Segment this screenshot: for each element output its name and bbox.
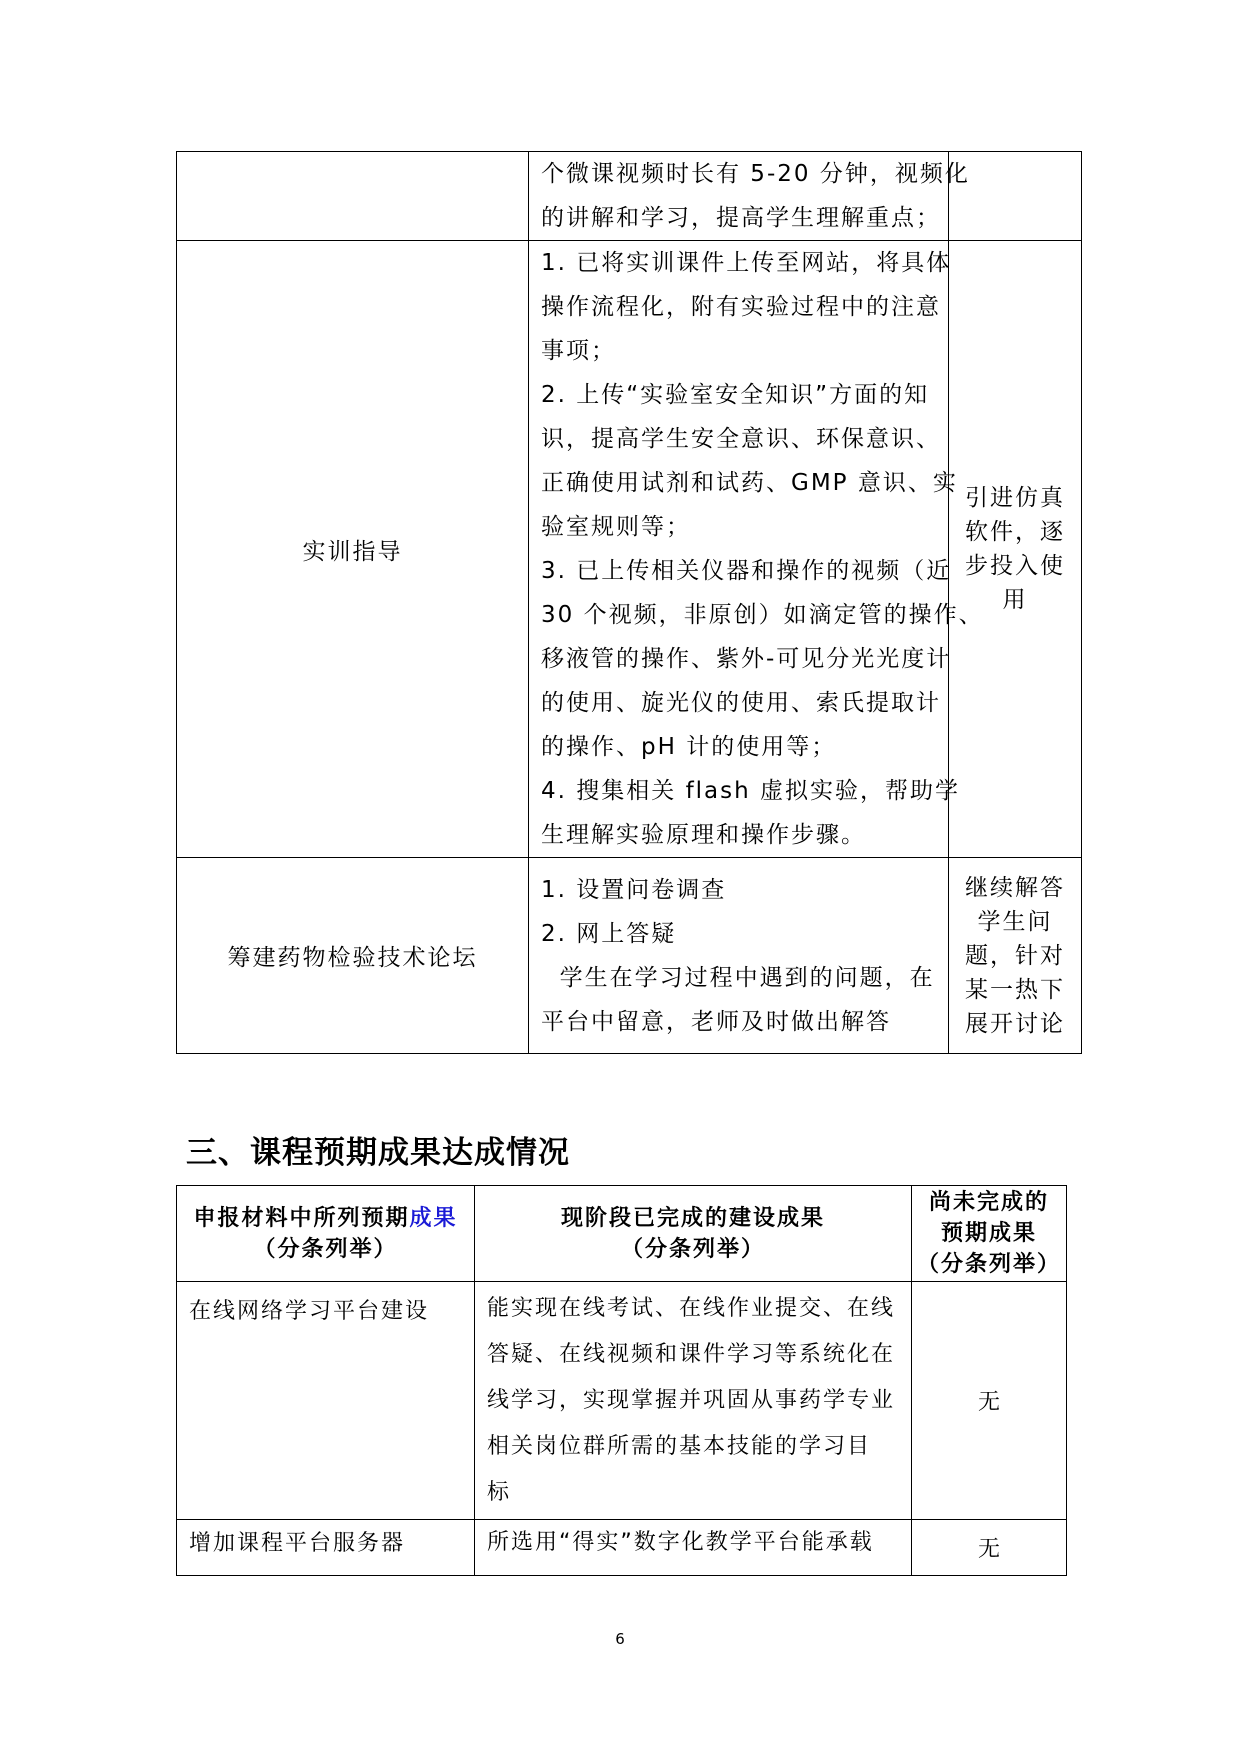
note-line: 展开讨论 bbox=[965, 1010, 1065, 1037]
text-line: 2. 网上答疑 bbox=[541, 920, 677, 947]
content-cell bbox=[529, 152, 970, 241]
text-line: 3. 已上传相关仪器和操作的视频（近 bbox=[541, 558, 952, 584]
text-line: 识，提高学生安全意识、环保意识、 bbox=[541, 426, 941, 452]
note-lines bbox=[949, 481, 1081, 617]
note-line: 题，针对 bbox=[965, 942, 1065, 969]
note-cell bbox=[949, 858, 1082, 1054]
content-lines bbox=[529, 241, 984, 857]
section-heading: 三、课程预期成果达成情况 bbox=[186, 1135, 570, 1171]
expected-cell bbox=[177, 1520, 475, 1576]
header-subtext: （分条列举） bbox=[620, 1236, 765, 1262]
content-cell bbox=[529, 241, 984, 858]
header-subtext: （分条列举） bbox=[253, 1236, 398, 1262]
note-line: 软件，逐 bbox=[965, 519, 1065, 545]
header-text: 尚未完成的 bbox=[928, 1190, 1049, 1215]
header-subtext: （分条列举） bbox=[916, 1252, 1061, 1277]
text-line: 的操作、pH 计的使用等； bbox=[541, 734, 837, 760]
expected-text: 增加课程平台服务器 bbox=[189, 1531, 406, 1556]
text-line: 线学习，实现掌握并巩固从事药学专业 bbox=[487, 1388, 896, 1413]
activities-table bbox=[176, 151, 1082, 1054]
text-line: 相关岗位群所需的基本技能的学习目 bbox=[487, 1434, 872, 1459]
content-cell bbox=[529, 858, 949, 1054]
text-line: 个微课视频时长有 5-20 分钟，视频化 bbox=[541, 161, 970, 187]
table-header-row bbox=[177, 1186, 1067, 1282]
pending-cell: 无 bbox=[912, 1520, 1067, 1576]
text-line: 学生在学习过程中遇到的问题，在 bbox=[541, 964, 935, 991]
text-line: 正确使用试剂和试药、GMP 意识、实 bbox=[541, 470, 958, 496]
note-line: 学生问 bbox=[977, 908, 1053, 935]
text-line: 能实现在线考试、在线作业提交、在线 bbox=[487, 1296, 896, 1321]
header-link-text: 成果 bbox=[409, 1205, 458, 1231]
text-line: 验室规则等； bbox=[541, 514, 691, 540]
table-row bbox=[177, 1520, 1067, 1576]
note-cell bbox=[949, 241, 1082, 858]
row-label-training: 实训指导 bbox=[177, 241, 529, 858]
text-line: 2. 上传“实验室安全知识”方面的知 bbox=[541, 382, 930, 408]
completed-cell bbox=[475, 1282, 912, 1520]
note-line: 某一热下 bbox=[965, 976, 1065, 1003]
text-line: 1. 已将实训课件上传至网站，将具体 bbox=[541, 250, 952, 276]
text-line: 标 bbox=[487, 1480, 512, 1505]
text-line: 1. 设置问卷调查 bbox=[541, 876, 727, 903]
header-completed bbox=[475, 1186, 912, 1282]
note-line: 引进仿真 bbox=[965, 485, 1065, 511]
text-line: 移液管的操作、紫外-可见分光光度计 bbox=[541, 646, 952, 672]
text-line: 平台中留意，老师及时做出解答 bbox=[541, 1008, 891, 1035]
outcomes-table bbox=[176, 1185, 1067, 1576]
table-row bbox=[177, 858, 1082, 1054]
note-lines bbox=[949, 871, 1081, 1041]
row-label-forum: 筹建药物检验技术论坛 bbox=[177, 858, 529, 1054]
content-lines bbox=[529, 152, 970, 240]
completed-lines bbox=[475, 1282, 911, 1516]
content-lines bbox=[529, 868, 948, 1044]
expected-text: 在线网络学习平台建设 bbox=[189, 1299, 430, 1324]
text-line: 生理解实验原理和操作步骤。 bbox=[541, 822, 866, 848]
table-row bbox=[177, 241, 1082, 858]
note-line: 用 bbox=[1002, 587, 1028, 613]
text-line: 4. 搜集相关 flash 虚拟实验，帮助学 bbox=[541, 778, 961, 804]
completed-cell bbox=[475, 1520, 912, 1576]
header-pending bbox=[912, 1186, 1067, 1282]
empty-label-cell bbox=[177, 152, 529, 241]
expected-cell bbox=[177, 1282, 475, 1520]
table-row bbox=[177, 152, 1082, 241]
text-line: 30 个视频，非原创）如滴定管的操作、 bbox=[541, 602, 984, 628]
header-text: 预期成果 bbox=[940, 1221, 1037, 1246]
text-line: 所选用“得实”数字化教学平台能承载 bbox=[487, 1530, 874, 1555]
completed-lines bbox=[475, 1520, 911, 1566]
text-line: 的使用、旋光仪的使用、索氏提取计 bbox=[541, 690, 941, 716]
note-line: 继续解答 bbox=[965, 874, 1065, 901]
header-expected bbox=[177, 1186, 475, 1282]
text-line: 的讲解和学习，提高学生理解重点； bbox=[541, 205, 941, 231]
header-text: 现阶段已完成的建设成果 bbox=[560, 1205, 825, 1231]
page-number: 6 bbox=[615, 1630, 625, 1648]
pending-cell: 无 bbox=[912, 1282, 1067, 1520]
header-text: 申报材料中所列预期 bbox=[193, 1205, 410, 1231]
text-line: 操作流程化，附有实验过程中的注意 bbox=[541, 294, 941, 320]
text-line: 答疑、在线视频和课件学习等系统化在 bbox=[487, 1342, 896, 1367]
table-row bbox=[177, 1282, 1067, 1520]
note-line: 步投入使 bbox=[965, 553, 1065, 579]
text-line: 事项； bbox=[541, 338, 616, 364]
